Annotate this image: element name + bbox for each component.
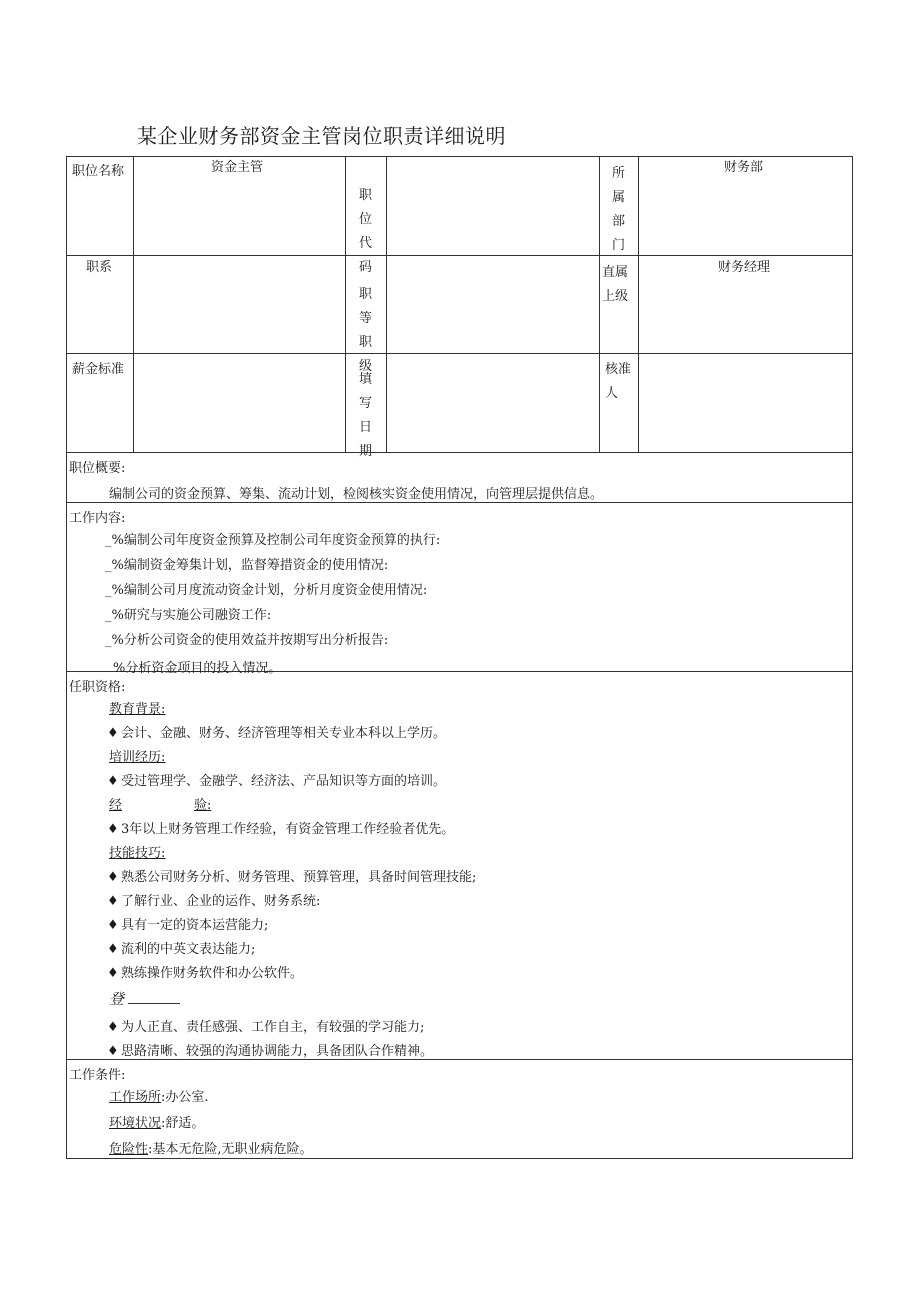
value-position-name: 资金主管 (211, 160, 264, 175)
diamond-bullet-icon: ♦ (107, 966, 119, 981)
label-grade: 职等职级 (359, 287, 373, 374)
environment-line: 环境状况:舒适。 (109, 1116, 205, 1131)
overview-heading: 职位概要: (69, 461, 126, 476)
value-direct-supervisor: 财务经理 (718, 260, 771, 275)
page-title: 某企业财务部资金主管岗位职责详细说明 (137, 124, 506, 148)
value-department: 财务部 (724, 160, 764, 175)
work-item: _%分析公司资金的使用效益并按期写出分析报告: (105, 633, 389, 648)
attitude-label: 登 (109, 988, 180, 1009)
work-content-section (66, 503, 853, 676)
skill-item: ♦ 熟练操作财务软件和办公软件。 (107, 966, 304, 981)
skill-item: ♦ 具有一定的资本运营能力; (107, 918, 269, 933)
diamond-bullet-icon: ♦ (107, 918, 119, 933)
work-item: _%编制公司年度资金预算及控制公司年度资金预算的执行: (105, 533, 441, 548)
label-direct-supervisor: 直属上级 (601, 265, 628, 304)
skill-item: ♦ 了解行业、企业的运作、财务系统: (107, 894, 321, 909)
risk-line: 危险性:基本无危险,无职业病危险。 (109, 1142, 313, 1157)
conditions-section (66, 1060, 853, 1159)
label-job-family: 职系 (86, 260, 113, 275)
diamond-bullet-icon: ♦ (107, 774, 119, 789)
workplace-line: 工作场所:办公室. (109, 1090, 209, 1105)
overview-section (66, 453, 853, 503)
education-item: ♦ 会计、金融、财务、经济管理等相关专业本科以上学历。 (107, 726, 447, 741)
training-item: ♦ 受过管理学、金融学、经济法、产品知识等方面的培训。 (107, 774, 447, 789)
attitude-item: ♦ 思路清晰、较强的沟通协调能力，具备团队合作精神。 (107, 1044, 434, 1059)
label-position-code: 职位代码 (359, 188, 373, 275)
attitude-item: ♦ 为人正直、责任感强、工作自主，有较强的学习能力; (107, 1020, 425, 1035)
conditions-heading: 工作条件: (69, 1068, 126, 1083)
label-fill-date: 填写日期 (359, 372, 373, 459)
diamond-bullet-icon: ♦ (107, 726, 119, 741)
label-position-name: 职位名称 (72, 164, 125, 179)
header-table (66, 156, 853, 459)
work-content-heading: 工作内容: (69, 511, 126, 526)
skills-label: 技能技巧: (109, 846, 166, 861)
qualifications-heading: 任职资格: (69, 680, 126, 695)
diamond-bullet-icon: ♦ (107, 870, 119, 885)
diamond-bullet-icon: ♦ (107, 1020, 119, 1035)
education-label: 教育背景: (109, 702, 166, 717)
work-item: %分析资金项目的投入情况。 (113, 661, 282, 676)
label-salary-standard: 薪金标准 (72, 362, 125, 377)
diamond-bullet-icon: ♦ (107, 1044, 119, 1059)
work-item: _%编制资金筹集计划，监督筹措资金的使用情况: (105, 558, 389, 573)
skill-item: ♦ 流利的中英文表达能力; (107, 942, 256, 957)
label-approver: 核准人 (605, 362, 632, 401)
diamond-bullet-icon: ♦ (107, 822, 119, 837)
diamond-bullet-icon: ♦ (107, 894, 119, 909)
label-department: 所属部门 (612, 166, 626, 253)
experience-label: 经 验: (109, 798, 212, 813)
diamond-bullet-icon: ♦ (107, 942, 119, 957)
experience-item: ♦ 3年以上财务管理工作经验，有资金管理工作经验者优先。 (107, 822, 455, 837)
skill-item: ♦ 熟悉公司财务分析、财务管理、预算管理，具备时间管理技能; (107, 870, 477, 885)
qualifications-section (66, 672, 853, 1060)
overview-text: 编制公司的资金预算、筹集、流动计划，检阅核实资金使用情况，向管理层提供信息。 (109, 487, 604, 502)
training-label: 培训经历: (109, 750, 166, 765)
work-item: _%研究与实施公司融资工作: (105, 608, 272, 623)
work-item: _%编制公司月度流动资金计划，分析月度资金使用情况: (105, 583, 428, 598)
